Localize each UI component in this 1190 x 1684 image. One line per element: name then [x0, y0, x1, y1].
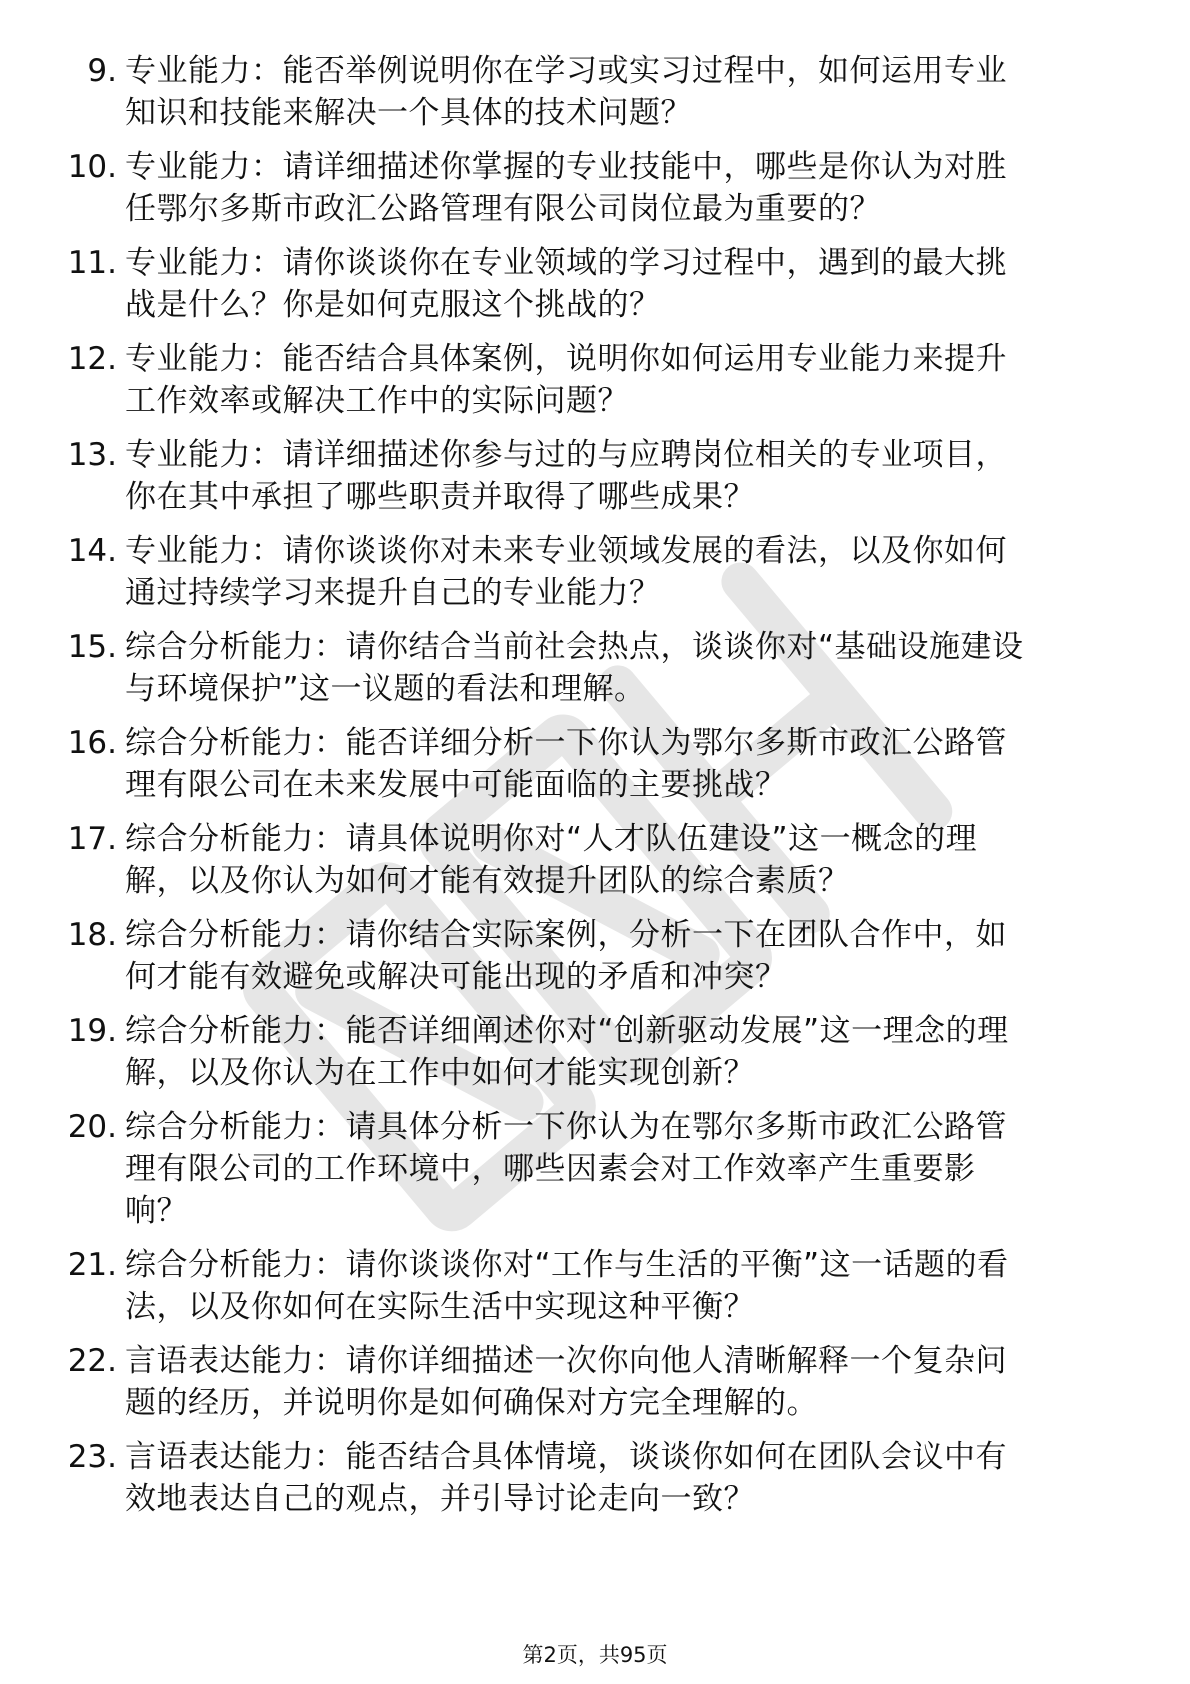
question-text [125, 818, 1135, 902]
question-text [125, 1244, 1135, 1328]
question-line: 综合分析能力：能否详细阐述你对“创新驱动发展”这一理念的理 [125, 1013, 1009, 1049]
question-text [125, 242, 1135, 326]
question-text [125, 626, 1135, 710]
question-line: 理有限公司在未来发展中可能面临的主要挑战？ [125, 767, 787, 803]
question-text [125, 530, 1135, 614]
question-number: 20. [67, 1109, 117, 1145]
question-line: 言语表达能力：能否结合具体情境，谈谈你如何在团队会议中有 [125, 1439, 1007, 1475]
question-text [125, 722, 1135, 806]
question-line: 效地表达自己的观点，并引导讨论走向一致？ [125, 1481, 755, 1517]
question-text [125, 146, 1135, 230]
question-line: 专业能力：能否举例说明你在学习或实习过程中，如何运用专业 [125, 53, 1007, 89]
question-line: 任鄂尔多斯市政汇公路管理有限公司岗位最为重要的？ [125, 191, 881, 227]
question-number: 9. [87, 53, 117, 89]
question-line: 解，以及你认为在工作中如何才能实现创新？ [125, 1055, 755, 1091]
question-number: 22. [67, 1343, 117, 1379]
question-line: 解，以及你认为如何才能有效提升团队的综合素质？ [125, 863, 850, 899]
question-text [125, 1340, 1135, 1424]
question-line: 通过持续学习来提升自己的专业能力？ [125, 575, 661, 611]
question-line: 专业能力：请详细描述你掌握的专业技能中，哪些是你认为对胜 [125, 149, 1007, 185]
question-line: 与环境保护”这一议题的看法和理解。 [125, 671, 646, 707]
question-line: 专业能力：请你谈谈你对未来专业领域发展的看法，以及你如何 [125, 533, 1007, 569]
question-text [125, 1106, 1135, 1232]
question-line: 综合分析能力：请具体分析一下你认为在鄂尔多斯市政汇公路管 [125, 1109, 1007, 1145]
question-line: 综合分析能力：请具体说明你对“人才队伍建设”这一概念的理 [125, 821, 978, 857]
question-number: 17. [67, 821, 117, 857]
question-text [125, 50, 1135, 134]
question-line: 法，以及你如何在实际生活中实现这种平衡？ [125, 1289, 755, 1325]
question-line: 题的经历，并说明你是如何确保对方完全理解的。 [125, 1385, 818, 1421]
question-line: 专业能力：请详细描述你参与过的与应聘岗位相关的专业项目， [125, 437, 1007, 473]
question-line: 你在其中承担了哪些职责并取得了哪些成果？ [125, 479, 755, 515]
page-footer [0, 1641, 1190, 1669]
page-number-label: 第2页，共95页 [522, 1643, 668, 1667]
question-line: 综合分析能力：请你结合实际案例，分析一下在团队合作中，如 [125, 917, 1007, 953]
question-line: 言语表达能力：请你详细描述一次你向他人清晰解释一个复杂问 [125, 1343, 1007, 1379]
question-line: 专业能力：请你谈谈你在专业领域的学习过程中，遇到的最大挑 [125, 245, 1007, 281]
question-number: 18. [67, 917, 117, 953]
question-number: 14. [67, 533, 117, 569]
question-number: 15. [67, 629, 117, 665]
question-text [125, 914, 1135, 998]
question-line: 理有限公司的工作环境中，哪些因素会对工作效率产生重要影 [125, 1151, 976, 1187]
question-line: 战是什么？你是如何克服这个挑战的？ [125, 287, 661, 323]
question-line: 知识和技能来解决一个具体的技术问题？ [125, 95, 692, 131]
question-number: 16. [67, 725, 117, 761]
question-line: 响？ [125, 1193, 188, 1229]
question-number: 10. [67, 149, 117, 185]
question-line: 综合分析能力：请你结合当前社会热点，谈谈你对“基础设施建设 [125, 629, 1024, 665]
question-text [125, 1436, 1135, 1520]
question-number: 23. [67, 1439, 117, 1475]
question-number: 19. [67, 1013, 117, 1049]
question-line: 工作效率或解决工作中的实际问题？ [125, 383, 629, 419]
question-text [125, 1010, 1135, 1094]
question-text [125, 338, 1135, 422]
question-line: 何才能有效避免或解决可能出现的矛盾和冲突？ [125, 959, 787, 995]
question-line: 综合分析能力：能否详细分析一下你认为鄂尔多斯市政汇公路管 [125, 725, 1007, 761]
question-text [125, 434, 1135, 518]
question-number: 11. [67, 245, 117, 281]
question-number: 21. [67, 1247, 117, 1283]
question-number: 13. [67, 437, 117, 473]
question-line: 专业能力：能否结合具体案例，说明你如何运用专业能力来提升 [125, 341, 1007, 377]
question-number: 12. [67, 341, 117, 377]
question-line: 综合分析能力：请你谈谈你对“工作与生活的平衡”这一话题的看 [125, 1247, 1009, 1283]
